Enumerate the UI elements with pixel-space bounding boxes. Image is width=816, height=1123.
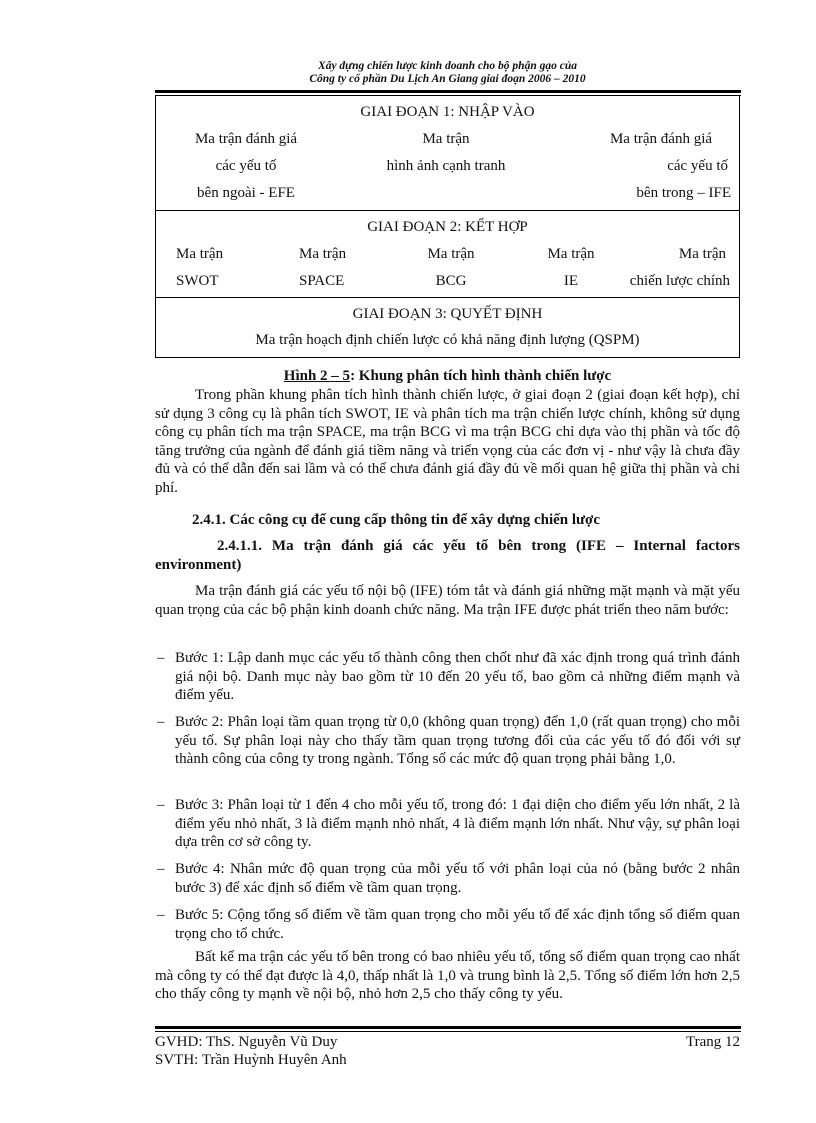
stage2-bcg-top: Ma trận bbox=[427, 246, 475, 262]
header-rule bbox=[155, 90, 741, 93]
list-item-step2 bbox=[155, 713, 740, 769]
stage2-grand-top: Ma trận bbox=[678, 246, 726, 262]
header-title-line1: Xây dựng chiến lược kinh doanh cho bộ phận gạo của bbox=[318, 60, 577, 72]
stage-divider-2 bbox=[156, 297, 739, 298]
stage3-title: GIAI ĐOẠN 3: QUYẾT ĐỊNH bbox=[352, 306, 543, 322]
figure-label: Hình 2 – 5 bbox=[283, 368, 351, 384]
paragraph-framework-usage: Trong phần khung phân tích hình thành chiến lược, ở giai đoạn 2 (giai đoạn kết hợp), chỉ sử dụng 3 công cụ là phân tích SWOT, IE và phân tích ma trận chiến lược chính, không sử dụng công cụ phân tích ma trận SPACE, ma trận BCG vì ma trận BCG chỉ dựa vào thị phần và tốc độ tăng trưởng của ngành để đánh giá tiềm năng và triển vọng của các đơn vị - như vậy là chưa đầy đủ và có thể dẫn đến sai lầm và có thể chưa đánh giá đầy đủ về mối quan hệ giữa thị phần và chi phí. bbox=[155, 387, 740, 496]
figure-title: : Khung phân tích hình thành chiến lược bbox=[350, 368, 612, 384]
stage2-space-top: Ma trận bbox=[299, 246, 347, 262]
stage1-efe-line2: các yếu tố bbox=[215, 158, 277, 174]
stage1-efe-line3: bên ngoài - EFE bbox=[197, 185, 295, 201]
list-item-step4 bbox=[155, 860, 740, 897]
footer-rule-thin bbox=[155, 1031, 741, 1032]
stage1-ife-line3: bên trong – IFE bbox=[636, 185, 731, 201]
stage2-swot-top: Ma trận bbox=[176, 246, 224, 262]
figure-caption bbox=[155, 368, 740, 385]
paragraph-ife-intro: Ma trận đánh giá các yếu tố nội bộ (IFE) tóm tắt và đánh giá những mặt mạnh và mặt yếu quan trọng của các bộ phận kinh doanh chức năng. Ma trận IFE được phát triển theo năm bước: bbox=[155, 583, 740, 618]
step4-text: Bước 4: Nhân mức độ quan trọng của mỗi yếu tố với phân loại của nó (bằng bước 2 nhân bước 3) để xác định số điểm về tầm quan trọng. bbox=[175, 861, 740, 896]
footer-supervisor: GVHD: ThS. Nguyễn Vũ Duy bbox=[155, 1034, 338, 1050]
list-item-step3 bbox=[155, 796, 740, 852]
stage1-title: GIAI ĐOẠN 1: NHẬP VÀO bbox=[360, 104, 535, 120]
stage1-cpm-line2: hình ảnh cạnh tranh bbox=[386, 158, 506, 174]
bullet-dash: – bbox=[157, 797, 165, 813]
stage-divider-1 bbox=[156, 210, 739, 211]
step5-text: Bước 5: Cộng tổng số điểm về tầm quan trọng cho mỗi yếu tố để xác định tổng số điểm quan trọng cho tổ chức. bbox=[175, 907, 740, 942]
stage2-ie-top: Ma trận bbox=[547, 246, 595, 262]
stage1-ife-line1: Ma trận đánh giá bbox=[609, 131, 713, 147]
paragraph-ife-score: Bất kể ma trận các yếu tố bên trong có bao nhiêu yếu tố, tổng số điểm quan trọng cao nhất mà công ty có thể đạt được là 4,0, thấp nhất là 1,0 và trung bình là 2,5. Tổng số điểm lớn hơn 2,5 cho thấy công ty mạnh về nội bộ, nhỏ hơn 2,5 cho thấy công ty yếu. bbox=[155, 949, 740, 1002]
stage2-title: GIAI ĐOẠN 2: KẾT HỢP bbox=[367, 219, 528, 235]
stage3-qspm: Ma trận hoạch định chiến lược có khả năng định lượng (QSPM) bbox=[255, 332, 640, 348]
stage2-grand-bottom: chiến lược chính bbox=[629, 273, 730, 289]
step3-text: Bước 3: Phân loại từ 1 đến 4 cho mỗi yếu tố, trong đó: 1 đại diện cho điểm yếu lớn nhất, 2 là điểm yếu nhỏ nhất, 3 là điểm mạnh nhỏ nhất, 4 là điểm mạnh lớn nhất. Như vậy, sự phân loại dựa trên cơ sở công ty. bbox=[175, 797, 740, 850]
stage2-bcg-bottom: BCG bbox=[435, 273, 467, 289]
step2-text: Bước 2: Phân loại tầm quan trọng từ 0,0 (không quan trọng) đến 1,0 (rất quan trọng) cho mỗi yếu tố. Sự phân loại này cho thấy tầm quan trọng tương đối của các yếu tố đó đối với sự thành công của công ty trong ngành. Tổng số các mức độ quan trọng phải bằng 1,0. bbox=[175, 714, 740, 767]
section-heading-2-4-1: 2.4.1. Các công cụ để cung cấp thông tin để xây dựng chiến lược bbox=[192, 512, 601, 528]
footer-student: SVTH: Trần Huỳnh Huyên Anh bbox=[155, 1052, 347, 1068]
stage2-space-bottom: SPACE bbox=[299, 273, 345, 289]
stage1-ife-line2: các yếu tố bbox=[667, 158, 728, 174]
list-item-step1 bbox=[155, 649, 740, 705]
stage1-efe-line1: Ma trận đánh giá bbox=[194, 131, 298, 147]
bullet-dash: – bbox=[157, 714, 165, 730]
stage1-cpm-line1: Ma trận bbox=[422, 131, 470, 147]
step1-text: Bước 1: Lập danh mục các yếu tố thành công then chốt như đã xác định trong quá trình đánh giá nội bộ. Danh mục này bao gồm từ 10 đến 20 yếu tố, bao gồm cả những điểm mạnh và điểm yếu. bbox=[175, 650, 740, 703]
header-title-line2: Công ty cổ phần Du Lịch An Giang giai đoạn 2006 – 2010 bbox=[309, 73, 586, 85]
page-number: Trang 12 bbox=[685, 1034, 740, 1050]
section-heading-2-4-1-1: 2.4.1.1. Ma trận đánh giá các yếu tố bên trong (IFE – Internal factors environment) bbox=[155, 538, 740, 573]
stage2-ie-bottom: IE bbox=[563, 273, 579, 289]
stage2-swot-bottom: SWOT bbox=[176, 273, 219, 289]
bullet-dash: – bbox=[157, 650, 165, 666]
bullet-dash: – bbox=[157, 861, 165, 877]
strategy-framework-box bbox=[155, 96, 740, 358]
footer-rule bbox=[155, 1026, 741, 1029]
bullet-dash: – bbox=[157, 907, 165, 923]
list-item-step5 bbox=[155, 906, 740, 943]
